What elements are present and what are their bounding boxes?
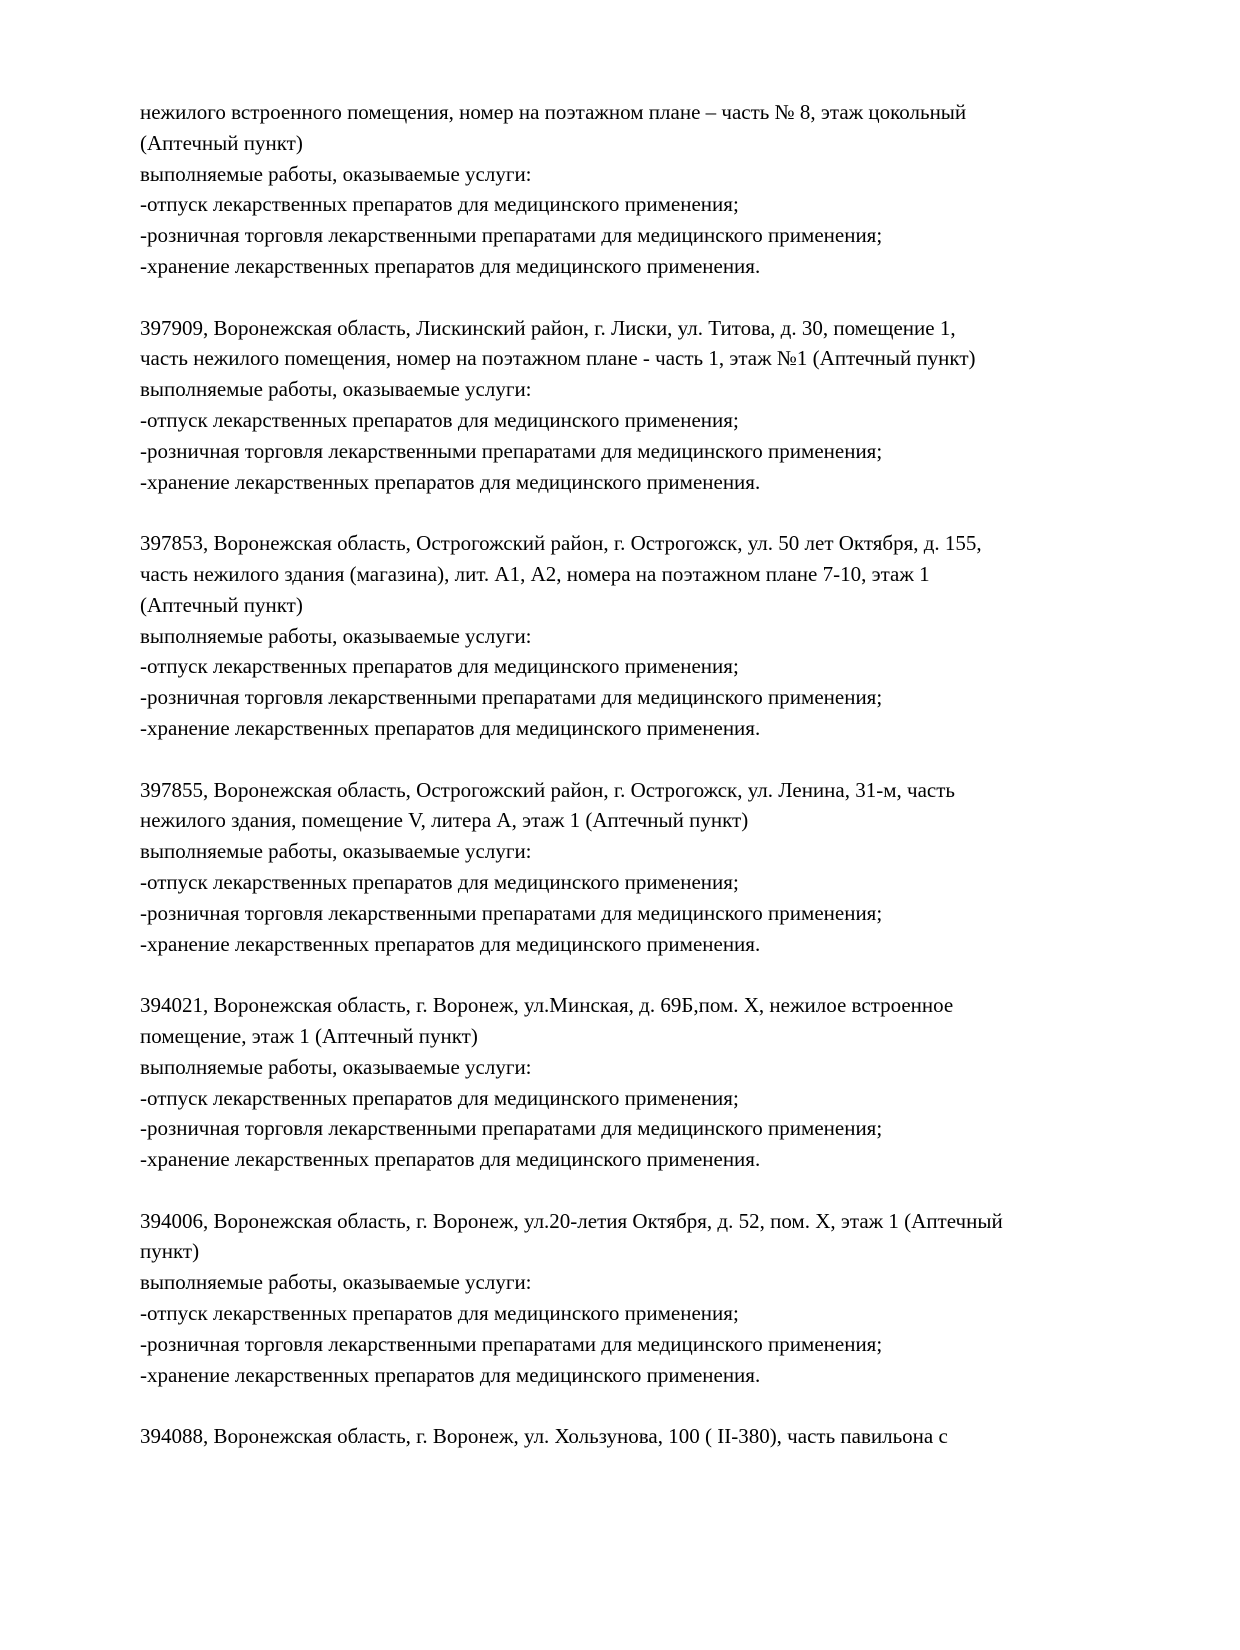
text-line: 394021, Воронежская область, г. Воронеж, ул.Минская, д. 69Б,пом. X, нежилое встроенное: [140, 993, 954, 1018]
text-line: -розничная торговля лекарственными препаратами для медицинского применения;: [140, 1331, 883, 1356]
text-line: часть нежилого здания (магазина), лит. А1, А2, номера на поэтажном плане 7-10, этаж 1: [140, 561, 930, 586]
text-line: -хранение лекарственных препаратов для медицинского применения.: [140, 1362, 761, 1387]
text-line: пункт): [140, 1239, 200, 1264]
license-entry: [140, 97, 1150, 282]
text-line: часть нежилого помещения, номер на поэтажном плане - часть 1, этаж №1 (Аптечный пункт): [140, 346, 976, 371]
text-line: 394088, Воронежская область, г. Воронеж, ул. Хользунова, 100 ( II-380), часть павильона с: [140, 1424, 948, 1449]
text-line: 394006, Воронежская область, г. Воронеж, ул.20-летия Октября, д. 52, пом. X, этаж 1 (Аптечный: [140, 1208, 1003, 1233]
text-line: -хранение лекарственных препаратов для медицинского применения.: [140, 253, 761, 278]
license-entry: [140, 528, 1150, 744]
text-line: помещение, этаж 1 (Аптечный пункт): [140, 1023, 478, 1048]
text-line: выполняемые работы, оказываемые услуги:: [140, 1270, 532, 1295]
text-line: -хранение лекарственных препаратов для медицинского применения.: [140, 1147, 761, 1172]
text-line: -отпуск лекарственных препаратов для медицинского применения;: [140, 407, 739, 432]
text-line: 397855, Воронежская область, Острогожский район, г. Острогожск, ул. Ленина, 31-м, часть: [140, 777, 955, 802]
license-entry: [140, 775, 1150, 960]
text-line: выполняемые работы, оказываемые услуги:: [140, 1054, 532, 1079]
text-line: нежилого здания, помещение V, литера А, этаж 1 (Аптечный пункт): [140, 808, 749, 833]
text-line: -розничная торговля лекарственными препаратами для медицинского применения;: [140, 438, 883, 463]
text-line: -розничная торговля лекарственными препаратами для медицинского применения;: [140, 1116, 883, 1141]
document-content: [140, 97, 1150, 1452]
license-entry: [140, 990, 1150, 1175]
text-line: 397853, Воронежская область, Острогожский район, г. Острогожск, ул. 50 лет Октября, д. 155,: [140, 531, 982, 556]
text-line: -хранение лекарственных препаратов для медицинского применения.: [140, 715, 761, 740]
license-entry: [140, 1206, 1150, 1391]
text-line: -розничная торговля лекарственными препаратами для медицинского применения;: [140, 223, 883, 248]
license-entry: [140, 313, 1150, 498]
text-line: выполняемые работы, оказываемые услуги:: [140, 839, 532, 864]
text-line: выполняемые работы, оказываемые услуги:: [140, 161, 532, 186]
license-entry: [140, 1421, 1150, 1452]
text-line: нежилого встроенного помещения, номер на поэтажном плане – часть № 8, этаж цокольный: [140, 100, 967, 124]
text-line: выполняемые работы, оказываемые услуги:: [140, 377, 532, 402]
text-line: -отпуск лекарственных препаратов для медицинского применения;: [140, 192, 739, 217]
text-line: выполняемые работы, оказываемые услуги:: [140, 623, 532, 648]
text-line: -хранение лекарственных препаратов для медицинского применения.: [140, 931, 761, 956]
text-line: (Аптечный пункт): [140, 130, 303, 155]
text-line: -розничная торговля лекарственными препаратами для медицинского применения;: [140, 685, 883, 710]
text-line: 397909, Воронежская область, Лискинский район, г. Лиски, ул. Титова, д. 30, помещение 1,: [140, 315, 956, 340]
text-line: -отпуск лекарственных препаратов для медицинского применения;: [140, 1301, 739, 1326]
text-line: -хранение лекарственных препаратов для медицинского применения.: [140, 469, 761, 494]
text-line: -отпуск лекарственных препаратов для медицинского применения;: [140, 1085, 739, 1110]
text-line: -отпуск лекарственных препаратов для медицинского применения;: [140, 869, 739, 894]
text-line: (Аптечный пункт): [140, 592, 303, 617]
text-line: -розничная торговля лекарственными препаратами для медицинского применения;: [140, 900, 883, 925]
text-line: -отпуск лекарственных препаратов для медицинского применения;: [140, 654, 739, 679]
